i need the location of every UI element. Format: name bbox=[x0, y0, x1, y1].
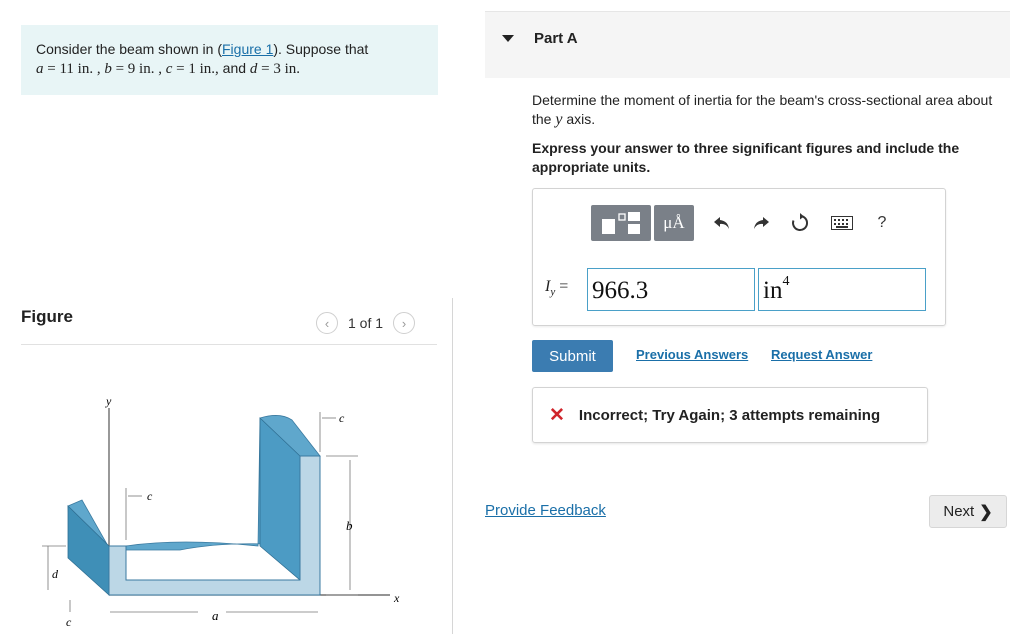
help-icon: ? bbox=[877, 214, 887, 231]
chevron-right-icon: ❯ bbox=[979, 503, 993, 521]
dim-a-label: a bbox=[212, 608, 219, 623]
figure-divider bbox=[21, 344, 437, 345]
next-button[interactable]: Next ❯ bbox=[929, 495, 1007, 528]
answer-box bbox=[532, 188, 946, 326]
undo-icon bbox=[713, 215, 731, 231]
problem-text: Consider the beam shown in ( bbox=[36, 41, 222, 57]
answer-value-input[interactable]: 966.3 bbox=[587, 268, 755, 311]
figure-pager bbox=[316, 311, 415, 335]
y-axis-label: y bbox=[106, 394, 112, 408]
answer-units-input[interactable]: $in^4$ bbox=[758, 268, 926, 311]
problem-pane bbox=[0, 0, 452, 634]
figure-title: Figure bbox=[21, 307, 73, 326]
caret-down-icon bbox=[502, 35, 514, 42]
figure-link[interactable]: Figure 1 bbox=[222, 41, 274, 57]
instruction-text: Express your answer to three significant figures and include the appropriate units. bbox=[532, 140, 960, 175]
answer-label: $I_y$ = bbox=[545, 278, 569, 299]
incorrect-icon: ✕ bbox=[549, 404, 565, 426]
redo-icon bbox=[752, 215, 770, 231]
pager-label: 1 of 1 bbox=[348, 315, 384, 331]
chevron-left-icon: ‹ bbox=[324, 315, 330, 331]
previous-answers-link[interactable]: Previous Answers bbox=[636, 347, 749, 362]
reset-icon bbox=[790, 213, 810, 233]
feedback-text: Incorrect; Try Again; 3 attempts remaining bbox=[578, 406, 881, 424]
problem-text: ). Suppose that bbox=[273, 41, 369, 57]
math-toolbar bbox=[591, 205, 893, 241]
help-button[interactable] bbox=[871, 212, 893, 234]
x-axis-label: x bbox=[394, 591, 400, 605]
part-header[interactable] bbox=[485, 11, 1010, 78]
answer-pane bbox=[485, 0, 1024, 634]
keyboard-icon bbox=[831, 216, 853, 230]
reset-button[interactable] bbox=[789, 212, 811, 234]
dim-b-label: b bbox=[346, 518, 353, 533]
dim-c-top-label: c bbox=[339, 411, 345, 425]
keyboard-button[interactable] bbox=[831, 212, 853, 234]
next-figure-button[interactable] bbox=[393, 312, 415, 334]
request-answer-link[interactable]: Request Answer bbox=[771, 347, 873, 362]
dim-c-bottom-label: c bbox=[66, 615, 72, 629]
dim-c-mid-label: c bbox=[147, 489, 153, 503]
units-button[interactable] bbox=[654, 205, 694, 241]
question-text: Determine the moment of inertia for the beam's cross-sectional area about the y axis. bbox=[532, 92, 993, 128]
templates-button[interactable] bbox=[591, 205, 651, 241]
provide-feedback-link[interactable]: Provide Feedback bbox=[485, 502, 606, 519]
feedback-message bbox=[532, 387, 928, 443]
submit-button[interactable]: Submit bbox=[532, 340, 613, 372]
templates-icon bbox=[600, 210, 642, 236]
dim-d-label: d bbox=[52, 567, 58, 581]
units-icon: μÅ bbox=[663, 213, 685, 232]
pane-divider bbox=[452, 298, 453, 634]
beam-figure bbox=[30, 390, 410, 630]
problem-statement: Consider the beam shown in (Figure 1). Suppose that a = 11 in. , b = 9 in. , c = 1 in., and d = 3 in. bbox=[21, 25, 438, 95]
chevron-right-icon: › bbox=[401, 315, 407, 331]
part-title: Part A bbox=[534, 30, 578, 47]
prev-figure-button[interactable] bbox=[316, 312, 338, 334]
undo-button[interactable] bbox=[711, 212, 733, 234]
given-values: a = 11 in. , b = 9 in. , c = 1 in., bbox=[36, 61, 219, 77]
redo-button[interactable] bbox=[750, 212, 772, 234]
